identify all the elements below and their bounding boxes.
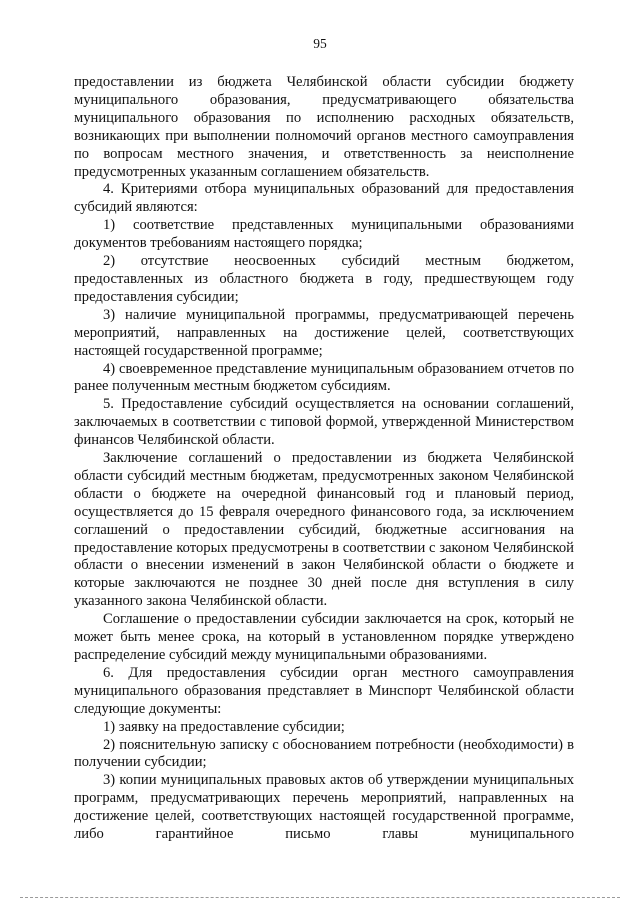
paragraph-item-6: 6. Для предоставления субсидии орган местного самоуправления муниципального образования представляет в Минспорт Челябинской области следующие документы:	[74, 664, 574, 717]
paragraph-agreements: Заключение соглашений о предоставлении из бюджета Челябинской области субсидий местным бюджетам, предусмотренных законом Челябинской области о бюджете на очередной финансовый год и плановый период, осуществляется до 15 февраля очередного финансового года, за исключением соглашений о предоставлении субсидий, бюджетные ассигнования на предоставление которых предусмотрены в соответствии с законом Челябинской области о внесении изменений в закон Челябинской области о бюджете и которые заключаются не позднее 30 дней после дня вступления в силу указанного закона Челябинской области.	[74, 450, 574, 610]
paragraph-document-3: 3) копии муниципальных правовых актов об утверждении муниципальных программ, предусматривающих перечень мероприятий, направленных на достижение целей, соответствующих настоящей государственной программе, либо гарантийное письмо главы муниципального	[74, 772, 574, 843]
paragraph-continuation: предоставлении из бюджета Челябинской области субсидии бюджету муниципального образования, предусматривающего обязательства муниципального образования по исполнению расходных обязательств, возникающих при выполнении полномочий органов местного самоуправления по вопросам местного значения, и ответственность за неисполнение предусмотренных указанным соглашением обязательств.	[74, 74, 574, 180]
paragraph-document-1: 1) заявку на предоставление субсидии;	[103, 718, 345, 735]
paragraph-item-5: 5. Предоставление субсидий осуществляется на основании соглашений, заключаемых в соответствии с типовой формой, утвержденной Министерством финансов Челябинской области.	[74, 396, 574, 449]
bottom-scan-edge	[20, 897, 620, 898]
paragraph-document-2: 2) пояснительную записку с обоснованием потребности (необходимости) в получении субсидии;	[74, 736, 574, 771]
paragraph-criterion-1: 1) соответствие представленных муниципальными образованиями документов требованиям настоящего порядка;	[74, 217, 574, 252]
page-number: 95	[313, 36, 327, 51]
paragraph-agreement-term: Соглашение о предоставлении субсидии заключается на срок, который не может быть менее срока, на который в установленном порядке утверждено распределение субсидий между муниципальными образованиями.	[74, 611, 574, 663]
paragraph-criterion-3: 3) наличие муниципальной программы, предусматривающей перечень мероприятий, направленных на достижение целей, соответствующих настоящей государственной программе;	[74, 306, 574, 359]
document-body	[74, 74, 574, 844]
paragraph-criterion-4: 4) своевременное представление муниципальным образованием отчетов по ранее полученным местным бюджетом субсидиям.	[74, 360, 574, 395]
paragraph-criterion-2: 2) отсутствие неосвоенных субсидий местным бюджетом, предоставленных из областного бюджета в году, предшествующем году предоставления субсидии;	[74, 253, 574, 305]
paragraph-criteria-heading: 4. Критериями отбора муниципальных образований для предоставления субсидий являются:	[74, 181, 574, 216]
